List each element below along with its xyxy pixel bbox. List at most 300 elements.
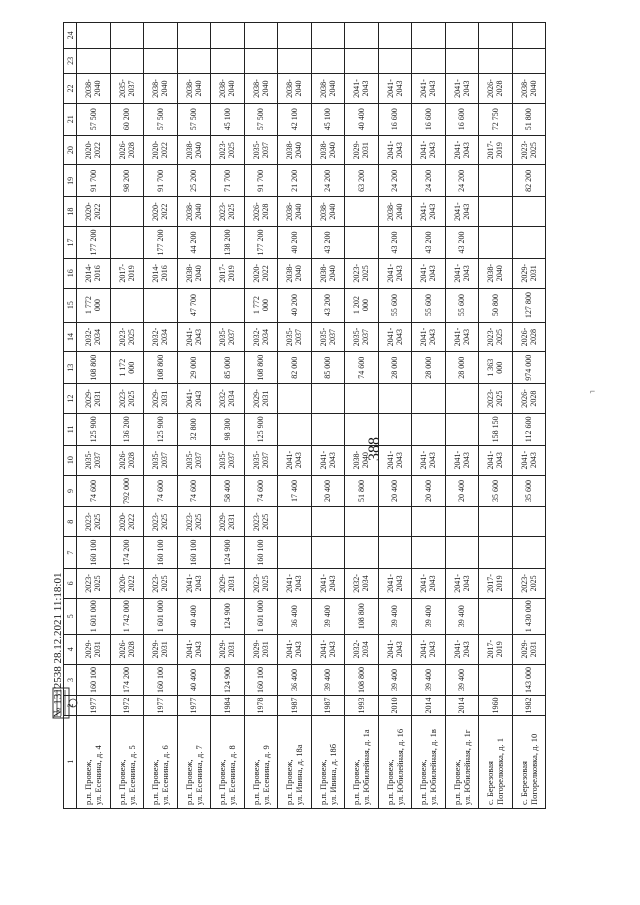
column-header: 2 bbox=[64, 696, 77, 715]
table-cell: 28 000 bbox=[378, 352, 412, 384]
table-cell: 82 000 bbox=[278, 352, 312, 384]
address-cell: р.п. Провеж, ул. Ивина, д. 18а bbox=[278, 715, 312, 808]
table-row bbox=[278, 23, 312, 809]
table-cell: 2038- 2040 bbox=[378, 197, 412, 227]
table-cell: 2035- 2037 bbox=[244, 445, 278, 475]
table-cell: 2041- 2043 bbox=[445, 135, 479, 165]
table-cell bbox=[479, 537, 513, 569]
table-cell: 2041- 2043 bbox=[445, 258, 479, 288]
address-cell: р.п. Провеж, ул. Юбилейная, д. 16 bbox=[378, 715, 412, 808]
table-cell: 74 600 bbox=[345, 352, 379, 384]
table-cell: 1987 bbox=[311, 696, 345, 715]
table-cell: 2041- 2043 bbox=[445, 322, 479, 352]
table-cell: 2014 bbox=[412, 696, 446, 715]
table-cell: 1972 bbox=[110, 696, 144, 715]
table-cell: 160 100 bbox=[77, 664, 111, 696]
address-cell: р.п. Провеж, ул. Есенина, д. 4 bbox=[77, 715, 111, 808]
table-cell: 2029- 2031 bbox=[211, 568, 245, 598]
table-cell bbox=[144, 48, 178, 73]
table-cell: 127 800 bbox=[512, 288, 546, 322]
table-cell: 21 200 bbox=[278, 165, 312, 197]
table-cell: 47 700 bbox=[177, 288, 211, 322]
table-cell: 974 000 bbox=[512, 352, 546, 384]
table-cell bbox=[479, 23, 513, 49]
table-cell: 1 172 000 bbox=[110, 352, 144, 384]
table-cell: 2038- 2040 bbox=[512, 74, 546, 104]
table-cell: 2029- 2031 bbox=[244, 634, 278, 664]
table-cell: 2038- 2040 bbox=[278, 197, 312, 227]
table-row bbox=[144, 23, 178, 809]
table-cell: 2041- 2043 bbox=[412, 634, 446, 664]
column-header: 9 bbox=[64, 475, 77, 507]
table-cell: 2035- 2037 bbox=[211, 322, 245, 352]
table-cell bbox=[479, 197, 513, 227]
table-cell: 2038- 2040 bbox=[311, 135, 345, 165]
table-cell bbox=[412, 48, 446, 73]
table-cell: 2041- 2043 bbox=[177, 322, 211, 352]
table-cell: 1977 bbox=[144, 696, 178, 715]
table-cell: 2041- 2043 bbox=[412, 135, 446, 165]
table-cell: 108 800 bbox=[244, 352, 278, 384]
table-cell: 16 600 bbox=[412, 103, 446, 135]
table-cell: 43 200 bbox=[445, 227, 479, 259]
column-header: 24 bbox=[64, 23, 77, 49]
table-cell: 143 000 bbox=[512, 664, 546, 696]
table-cell: 20 400 bbox=[445, 475, 479, 507]
table-cell: 2014- 2016 bbox=[77, 258, 111, 288]
column-header: 16 bbox=[64, 258, 77, 288]
table-cell bbox=[378, 537, 412, 569]
table-cell: 43 200 bbox=[378, 227, 412, 259]
table-cell: 2038- 2040 bbox=[345, 445, 379, 475]
data-table bbox=[63, 22, 546, 809]
table-cell: 51 800 bbox=[512, 103, 546, 135]
table-cell bbox=[412, 384, 446, 414]
table-cell: 160 100 bbox=[244, 537, 278, 569]
table-cell: 72 750 bbox=[479, 103, 513, 135]
table-cell: 2023- 2025 bbox=[110, 384, 144, 414]
table-cell: 2023- 2025 bbox=[77, 568, 111, 598]
table-cell bbox=[244, 48, 278, 73]
table-cell: 2032- 2034 bbox=[211, 384, 245, 414]
table-cell: 2041- 2043 bbox=[512, 445, 546, 475]
table-cell: 2041- 2043 bbox=[378, 135, 412, 165]
table-cell: 43 200 bbox=[412, 227, 446, 259]
table-cell: 24 200 bbox=[412, 165, 446, 197]
table-cell: 2014 bbox=[445, 696, 479, 715]
table-row bbox=[345, 23, 379, 809]
table-cell: 1 772 000 bbox=[244, 288, 278, 322]
table-cell: 2023- 2025 bbox=[110, 322, 144, 352]
table-cell: 2041- 2043 bbox=[278, 634, 312, 664]
table-cell: 108 800 bbox=[345, 664, 379, 696]
table-cell: 2041- 2043 bbox=[378, 445, 412, 475]
table-cell: 2029- 2031 bbox=[512, 258, 546, 288]
table-cell: 57 500 bbox=[244, 103, 278, 135]
table-cell: 2038- 2040 bbox=[177, 197, 211, 227]
table-cell: 2038- 2040 bbox=[311, 197, 345, 227]
table-cell: 2026- 2028 bbox=[110, 445, 144, 475]
column-header: 4 bbox=[64, 634, 77, 664]
column-header: 8 bbox=[64, 507, 77, 537]
table-cell: 2038- 2040 bbox=[278, 258, 312, 288]
table-cell: 2041- 2043 bbox=[378, 634, 412, 664]
table-cell: 2017- 2019 bbox=[479, 568, 513, 598]
table-cell: 2020- 2022 bbox=[77, 197, 111, 227]
table-cell: 2038- 2040 bbox=[177, 74, 211, 104]
table-cell: 138 200 bbox=[211, 227, 245, 259]
table-cell: 16 600 bbox=[445, 103, 479, 135]
table-cell: 2023- 2025 bbox=[211, 135, 245, 165]
table-cell: 2017- 2019 bbox=[110, 258, 144, 288]
table-cell: 2032- 2034 bbox=[345, 568, 379, 598]
table-cell: 2023- 2025 bbox=[144, 507, 178, 537]
table-cell: 2017- 2019 bbox=[211, 258, 245, 288]
address-cell: р.п. Провеж, ул. Юбилейная, д. 1в bbox=[412, 715, 446, 808]
table-cell bbox=[311, 413, 345, 445]
table-cell: 2026- 2028 bbox=[512, 384, 546, 414]
table-cell: 2041- 2043 bbox=[378, 74, 412, 104]
table-cell: 1 202 000 bbox=[345, 288, 379, 322]
table-row bbox=[211, 23, 245, 809]
table-cell bbox=[512, 227, 546, 259]
table-cell: 40 200 bbox=[278, 227, 312, 259]
table-cell: 2026- 2028 bbox=[244, 197, 278, 227]
table-cell: 2038- 2040 bbox=[211, 74, 245, 104]
table-cell: 1 601 000 bbox=[244, 598, 278, 634]
table-cell: 35 600 bbox=[479, 475, 513, 507]
table-cell: 39 400 bbox=[378, 664, 412, 696]
table-container bbox=[63, 22, 546, 809]
table-cell: 2023- 2025 bbox=[512, 135, 546, 165]
table-cell bbox=[378, 23, 412, 49]
table-cell: 71 700 bbox=[211, 165, 245, 197]
table-cell: 2023- 2025 bbox=[345, 258, 379, 288]
table-cell: 2038- 2040 bbox=[177, 135, 211, 165]
table-cell: 2041- 2043 bbox=[445, 568, 479, 598]
table-cell: 174 200 bbox=[110, 664, 144, 696]
table-cell bbox=[512, 507, 546, 537]
table-cell: 2032- 2034 bbox=[144, 322, 178, 352]
table-cell bbox=[177, 48, 211, 73]
address-cell: с. Березовая Погорелковка, д. 10 bbox=[512, 715, 546, 808]
table-cell: 2041- 2043 bbox=[412, 197, 446, 227]
table-cell: 28 000 bbox=[412, 352, 446, 384]
table-cell: 2029- 2031 bbox=[211, 634, 245, 664]
table-row bbox=[445, 23, 479, 809]
table-cell: 74 600 bbox=[144, 475, 178, 507]
table-cell bbox=[211, 23, 245, 49]
table-cell bbox=[512, 537, 546, 569]
table-cell bbox=[512, 48, 546, 73]
column-header: 15 bbox=[64, 288, 77, 322]
table-cell bbox=[479, 165, 513, 197]
table-cell bbox=[345, 384, 379, 414]
table-cell: 2026- 2028 bbox=[110, 135, 144, 165]
table-cell bbox=[479, 227, 513, 259]
table-cell: 42 100 bbox=[278, 103, 312, 135]
table-cell: 2032- 2034 bbox=[345, 634, 379, 664]
table-cell: 1977 bbox=[177, 696, 211, 715]
table-cell: 40 400 bbox=[177, 664, 211, 696]
address-cell: р.п. Провеж, ул. Юбилейная, д. 1г bbox=[445, 715, 479, 808]
address-cell: р.п. Провеж, ул. Есенина, д. 7 bbox=[177, 715, 211, 808]
table-cell: 16 600 bbox=[378, 103, 412, 135]
table-cell: 85 000 bbox=[311, 352, 345, 384]
table-cell: 2041- 2043 bbox=[412, 568, 446, 598]
address-cell: р.п. Провеж, ул. Есенина, д. 8 bbox=[211, 715, 245, 808]
table-cell: 20 400 bbox=[378, 475, 412, 507]
table-cell: 1 601 000 bbox=[144, 598, 178, 634]
table-cell: 2017- 2019 bbox=[479, 135, 513, 165]
table-cell: 2041- 2043 bbox=[479, 445, 513, 475]
table-cell: 39 400 bbox=[412, 664, 446, 696]
table-cell bbox=[345, 48, 379, 73]
column-header: 17 bbox=[64, 227, 77, 259]
table-cell: 2035- 2037 bbox=[278, 322, 312, 352]
column-header: 21 bbox=[64, 103, 77, 135]
table-cell: 2038- 2040 bbox=[244, 74, 278, 104]
table-row bbox=[77, 23, 111, 809]
table-cell: 2032- 2034 bbox=[244, 322, 278, 352]
table-cell: 2029- 2031 bbox=[77, 634, 111, 664]
table-cell: 25 200 bbox=[177, 165, 211, 197]
table-row bbox=[378, 23, 412, 809]
table-cell: 2023- 2025 bbox=[77, 507, 111, 537]
table-cell bbox=[412, 507, 446, 537]
table-cell: 50 800 bbox=[479, 288, 513, 322]
table-row bbox=[177, 23, 211, 809]
table-cell bbox=[110, 227, 144, 259]
table-cell bbox=[311, 48, 345, 73]
table-cell: 1982 bbox=[512, 696, 546, 715]
table-cell: 2023- 2025 bbox=[512, 568, 546, 598]
table-cell: 91 700 bbox=[77, 165, 111, 197]
table-cell bbox=[378, 507, 412, 537]
table-cell: 28 000 bbox=[445, 352, 479, 384]
table-cell: 40 400 bbox=[345, 103, 379, 135]
table-cell bbox=[311, 507, 345, 537]
table-cell bbox=[244, 23, 278, 49]
table-cell: 2020- 2022 bbox=[144, 135, 178, 165]
table-cell: 2020- 2022 bbox=[110, 568, 144, 598]
table-cell bbox=[345, 197, 379, 227]
table-cell bbox=[479, 664, 513, 696]
table-cell: 2035- 2037 bbox=[311, 322, 345, 352]
column-header: 5 bbox=[64, 598, 77, 634]
table-cell: 40 400 bbox=[177, 598, 211, 634]
table-cell: 43 200 bbox=[311, 227, 345, 259]
table-cell: 160 100 bbox=[244, 664, 278, 696]
table-cell: 39 400 bbox=[412, 598, 446, 634]
table-cell bbox=[311, 23, 345, 49]
table-cell: 60 200 bbox=[110, 103, 144, 135]
address-cell: р.п. Провеж, ул. Есенина, д. 5 bbox=[110, 715, 144, 808]
table-cell: 1984 bbox=[211, 696, 245, 715]
table-cell: 1 742 000 bbox=[110, 598, 144, 634]
table-cell: 39 400 bbox=[378, 598, 412, 634]
table-cell: 177 200 bbox=[144, 227, 178, 259]
table-cell bbox=[110, 197, 144, 227]
column-header: 20 bbox=[64, 135, 77, 165]
column-header: 22 bbox=[64, 74, 77, 104]
table-cell: 57 500 bbox=[177, 103, 211, 135]
table-cell: 2038- 2040 bbox=[311, 74, 345, 104]
table-cell: 2026- 2028 bbox=[512, 322, 546, 352]
table-cell: 1977 bbox=[77, 696, 111, 715]
table-cell bbox=[479, 48, 513, 73]
table-cell bbox=[378, 413, 412, 445]
table-row bbox=[244, 23, 278, 809]
table-cell: 2026- 2028 bbox=[110, 634, 144, 664]
table-cell: 158 150 bbox=[479, 413, 513, 445]
table-cell bbox=[512, 23, 546, 49]
table-cell: 74 600 bbox=[177, 475, 211, 507]
table-cell: 2041- 2043 bbox=[311, 634, 345, 664]
table-cell bbox=[110, 48, 144, 73]
table-cell: 2010 bbox=[378, 696, 412, 715]
table-cell: 39 400 bbox=[445, 664, 479, 696]
table-cell: 57 500 bbox=[144, 103, 178, 135]
table-cell bbox=[445, 23, 479, 49]
page-number: 388 bbox=[366, 437, 383, 461]
table-cell: 36 400 bbox=[278, 598, 312, 634]
address-cell: с. Березовая Погорелковка, д. 1 bbox=[479, 715, 513, 808]
table-cell bbox=[445, 537, 479, 569]
table-cell bbox=[445, 413, 479, 445]
table-cell bbox=[211, 48, 245, 73]
table-cell: 2038- 2040 bbox=[278, 135, 312, 165]
table-cell: 2041- 2043 bbox=[177, 634, 211, 664]
column-header: 14 bbox=[64, 322, 77, 352]
table-cell: 2041- 2043 bbox=[311, 445, 345, 475]
table-cell bbox=[378, 384, 412, 414]
table-cell: 177 200 bbox=[244, 227, 278, 259]
table-cell: 2029- 2031 bbox=[144, 384, 178, 414]
table-cell: 36 400 bbox=[278, 664, 312, 696]
table-cell: 55 600 bbox=[412, 288, 446, 322]
table-cell: 2020- 2022 bbox=[110, 507, 144, 537]
column-header: 6 bbox=[64, 568, 77, 598]
table-cell: 2041- 2043 bbox=[412, 445, 446, 475]
table-cell: 2041- 2043 bbox=[445, 634, 479, 664]
table-cell: 74 600 bbox=[244, 475, 278, 507]
table-cell bbox=[412, 23, 446, 49]
table-row bbox=[512, 23, 546, 809]
table-cell bbox=[211, 288, 245, 322]
table-cell bbox=[177, 23, 211, 49]
table-cell: 2029- 2031 bbox=[77, 384, 111, 414]
table-cell: 24 200 bbox=[378, 165, 412, 197]
table-cell: 2038- 2040 bbox=[479, 258, 513, 288]
table-cell: 2035- 2037 bbox=[144, 445, 178, 475]
table-cell: 2041- 2043 bbox=[177, 568, 211, 598]
table-cell: 98 200 bbox=[110, 165, 144, 197]
table-cell: 32 800 bbox=[177, 413, 211, 445]
table-cell: 2041- 2043 bbox=[445, 74, 479, 104]
table-cell bbox=[345, 413, 379, 445]
table-cell: 45 100 bbox=[311, 103, 345, 135]
table-cell: 2035- 2037 bbox=[77, 445, 111, 475]
column-header: 13 bbox=[64, 352, 77, 384]
column-header: 10 bbox=[64, 445, 77, 475]
table-cell: 2038- 2040 bbox=[177, 258, 211, 288]
table-cell: 108 800 bbox=[77, 352, 111, 384]
table-cell: 2023- 2025 bbox=[144, 568, 178, 598]
table-cell: 1 772 000 bbox=[77, 288, 111, 322]
table-cell: 108 800 bbox=[144, 352, 178, 384]
address-cell: р.п. Провеж, ул. Есенина, д. 9 bbox=[244, 715, 278, 808]
table-cell bbox=[278, 413, 312, 445]
table-cell: 160 100 bbox=[177, 537, 211, 569]
table-cell: 2038- 2040 bbox=[77, 74, 111, 104]
table-cell: 29 000 bbox=[177, 352, 211, 384]
table-cell bbox=[479, 598, 513, 634]
table-cell bbox=[144, 23, 178, 49]
table-cell bbox=[77, 23, 111, 49]
table-cell: 1993 bbox=[345, 696, 379, 715]
table-cell bbox=[345, 537, 379, 569]
table-cell: 1987 bbox=[278, 696, 312, 715]
margin-mark: ⌐ bbox=[590, 386, 596, 396]
table-cell: 2041- 2043 bbox=[278, 568, 312, 598]
table-cell: 2038- 2040 bbox=[144, 74, 178, 104]
table-cell: 2041- 2043 bbox=[345, 74, 379, 104]
column-header: 7 bbox=[64, 537, 77, 569]
table-cell bbox=[445, 507, 479, 537]
table-cell bbox=[345, 507, 379, 537]
table-cell bbox=[278, 384, 312, 414]
table-cell: 792 000 bbox=[110, 475, 144, 507]
table-cell bbox=[77, 48, 111, 73]
table-cell: 2038- 2040 bbox=[278, 74, 312, 104]
table-cell bbox=[110, 23, 144, 49]
table-cell: 2041- 2043 bbox=[311, 568, 345, 598]
column-header: 18 bbox=[64, 197, 77, 227]
table-cell: 160 100 bbox=[144, 664, 178, 696]
table-cell: 108 800 bbox=[345, 598, 379, 634]
column-header: 23 bbox=[64, 48, 77, 73]
table-cell: 39 400 bbox=[311, 598, 345, 634]
table-cell: 2035- 2037 bbox=[345, 322, 379, 352]
table-cell: 58 400 bbox=[211, 475, 245, 507]
table-cell: 85 000 bbox=[211, 352, 245, 384]
table-cell bbox=[278, 23, 312, 49]
table-cell: 1978 bbox=[244, 696, 278, 715]
table-cell: 82 200 bbox=[512, 165, 546, 197]
table-cell: 2041- 2043 bbox=[445, 197, 479, 227]
column-header: 19 bbox=[64, 165, 77, 197]
table-cell: 1 363 000 bbox=[479, 352, 513, 384]
table-cell bbox=[345, 23, 379, 49]
table-cell: 174 200 bbox=[110, 537, 144, 569]
table-cell bbox=[278, 537, 312, 569]
table-cell: 2023- 2025 bbox=[479, 322, 513, 352]
table-cell: 1 601 000 bbox=[77, 598, 111, 634]
table-cell: 35 600 bbox=[512, 475, 546, 507]
table-cell: 124 900 bbox=[211, 537, 245, 569]
table-cell: 2035- 2037 bbox=[110, 74, 144, 104]
table-row bbox=[311, 23, 345, 809]
table-cell: 2041- 2043 bbox=[412, 322, 446, 352]
table-cell: 125 900 bbox=[144, 413, 178, 445]
table-cell bbox=[512, 197, 546, 227]
table-cell: 2029- 2031 bbox=[345, 135, 379, 165]
table-cell: 55 600 bbox=[445, 288, 479, 322]
table-cell: 2020- 2022 bbox=[244, 258, 278, 288]
table-cell bbox=[412, 537, 446, 569]
table-cell: 2041- 2043 bbox=[177, 384, 211, 414]
